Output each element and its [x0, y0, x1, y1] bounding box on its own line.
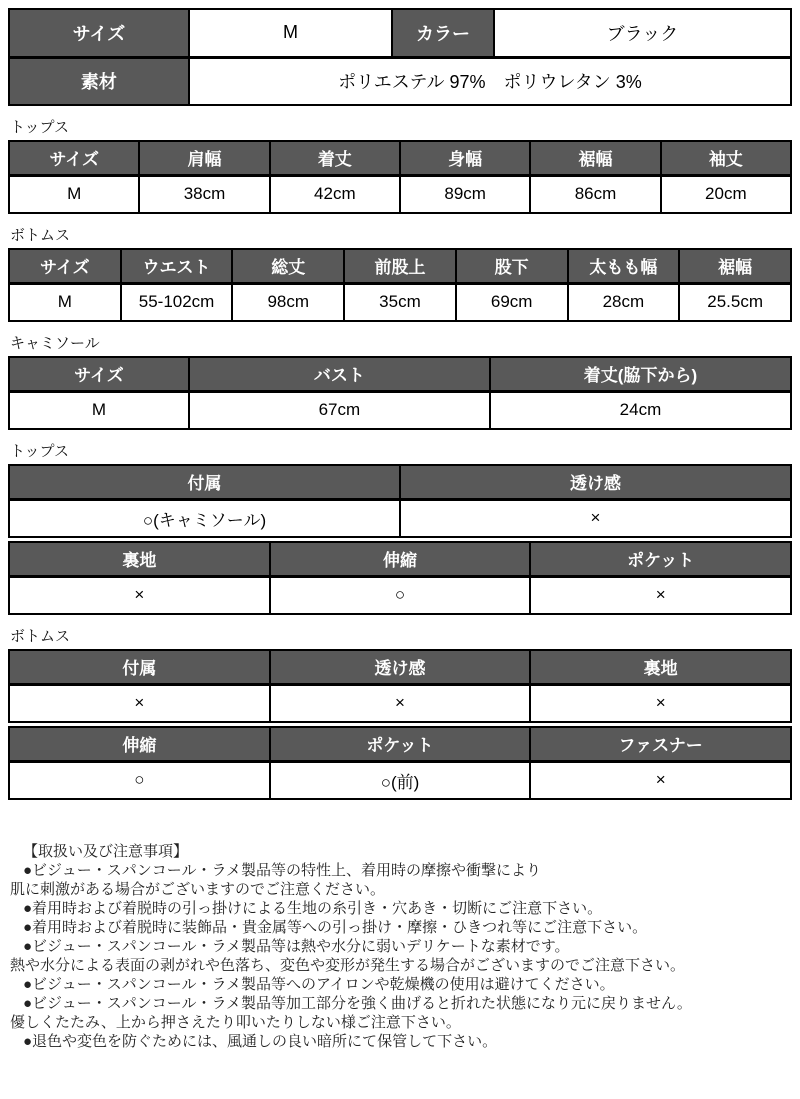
note-line: 熱や水分による表面の剥がれや色落ち、変色や変形が発生する場合がございますのでご注意下さい。: [10, 957, 686, 974]
color-value-cell: ブラック: [494, 9, 791, 57]
header-cell: 付属: [9, 465, 400, 499]
header-cell: ウエスト: [121, 249, 233, 283]
note-line: 優しくたたみ、上から押さえたり叩いたりしない様ご注意下さい。: [10, 1014, 461, 1031]
value-cell: 55-102cm: [121, 283, 233, 321]
size-value-cell: M: [189, 9, 392, 57]
header-cell: サイズ: [9, 141, 139, 175]
note-line: 肌に刺激がある場合がございますのでご注意ください。: [10, 881, 386, 898]
value-cell: 89cm: [400, 175, 530, 213]
value-cell: ○: [270, 576, 531, 614]
handling-notes-title: 【取扱い及び注意事項】: [23, 843, 189, 860]
header-cell: 総丈: [232, 249, 344, 283]
note-line: ●ビジュー・スパンコール・ラメ製品等は熱や水分に弱いデリケートな素材です。: [23, 938, 570, 955]
value-cell: 86cm: [530, 175, 660, 213]
note-line: ●ビジュー・スパンコール・ラメ製品等の特性上、着用時の摩擦や衝撃により: [23, 862, 542, 879]
header-cell: 裏地: [9, 542, 270, 576]
header-cell: 身幅: [400, 141, 530, 175]
header-cell: 裾幅: [679, 249, 791, 283]
bottoms-size-table: [8, 248, 792, 322]
header-cell: 付属: [9, 650, 270, 684]
bottoms-detail-section-label: ボトムス: [10, 628, 71, 645]
value-cell: 25.5cm: [679, 283, 791, 321]
value-cell: 28cm: [568, 283, 680, 321]
header-cell: ファスナー: [530, 727, 791, 761]
value-cell: M: [9, 175, 139, 213]
value-cell: 67cm: [189, 391, 490, 429]
tops-size-table: [8, 140, 792, 214]
header-cell: 伸縮: [9, 727, 270, 761]
material-label-cell: 素材: [9, 57, 189, 105]
value-cell: ×: [9, 684, 270, 722]
header-cell: 前股上: [344, 249, 456, 283]
header-cell: 透け感: [270, 650, 531, 684]
value-cell: ×: [400, 499, 791, 537]
header-cell: 着丈(脇下から): [490, 357, 791, 391]
header-cell: 着丈: [270, 141, 400, 175]
material-value-cell: ポリエステル 97% ポリウレタン 3%: [189, 57, 791, 105]
camisole-size-table: [8, 356, 792, 430]
value-cell: 20cm: [661, 175, 791, 213]
header-cell: 透け感: [400, 465, 791, 499]
note-line: ●着用時および着脱時に装飾品・貴金属等への引っ掛け・摩擦・ひきつれ等にご注意下さい。: [23, 919, 648, 936]
value-cell: M: [9, 391, 189, 429]
value-cell: ○: [9, 761, 270, 799]
header-cell: 肩幅: [139, 141, 269, 175]
value-cell: ×: [9, 576, 270, 614]
header-cell: ポケット: [270, 727, 531, 761]
value-cell: 24cm: [490, 391, 791, 429]
header-cell: サイズ: [9, 249, 121, 283]
color-label-cell: カラー: [392, 9, 494, 57]
bottoms-detail-table-1: [8, 649, 792, 723]
header-cell: 裏地: [530, 650, 791, 684]
value-cell: 42cm: [270, 175, 400, 213]
value-cell: ○(前): [270, 761, 531, 799]
product-spec-table: [8, 8, 792, 106]
header-cell: 太もも幅: [568, 249, 680, 283]
header-cell: ポケット: [530, 542, 791, 576]
value-cell: M: [9, 283, 121, 321]
bottoms-detail-table-2: [8, 726, 792, 800]
note-line: ●ビジュー・スパンコール・ラメ製品等加工部分を強く曲げると折れた状態になり元に戻りません。: [23, 995, 692, 1012]
handling-notes: [8, 842, 792, 1051]
header-cell: サイズ: [9, 357, 189, 391]
value-cell: 38cm: [139, 175, 269, 213]
tops-detail-table-2: [8, 541, 792, 615]
value-cell: 69cm: [456, 283, 568, 321]
note-line: ●着用時および着脱時の引っ掛けによる生地の糸引き・穴あき・切断にご注意下さい。: [23, 900, 603, 917]
tops-size-section-label: トップス: [10, 119, 69, 136]
tops-detail-table-1: [8, 464, 792, 538]
camisole-size-section-label: キャミソール: [10, 335, 100, 352]
size-label-cell: サイズ: [9, 9, 189, 57]
value-cell: ×: [530, 761, 791, 799]
header-cell: 袖丈: [661, 141, 791, 175]
header-cell: 伸縮: [270, 542, 531, 576]
value-cell: ×: [530, 684, 791, 722]
header-cell: 裾幅: [530, 141, 660, 175]
header-cell: バスト: [189, 357, 490, 391]
tops-detail-section-label: トップス: [10, 443, 69, 460]
value-cell: ○(キャミソール): [9, 499, 400, 537]
value-cell: 98cm: [232, 283, 344, 321]
value-cell: ×: [530, 576, 791, 614]
header-cell: 股下: [456, 249, 568, 283]
value-cell: ×: [270, 684, 531, 722]
note-line: ●ビジュー・スパンコール・ラメ製品等へのアイロンや乾燥機の使用は避けてください。: [23, 976, 615, 993]
value-cell: 35cm: [344, 283, 456, 321]
note-line: ●退色や変色を防ぐためには、風通しの良い暗所にて保管して下さい。: [23, 1033, 498, 1050]
bottoms-size-section-label: ボトムス: [10, 227, 71, 244]
